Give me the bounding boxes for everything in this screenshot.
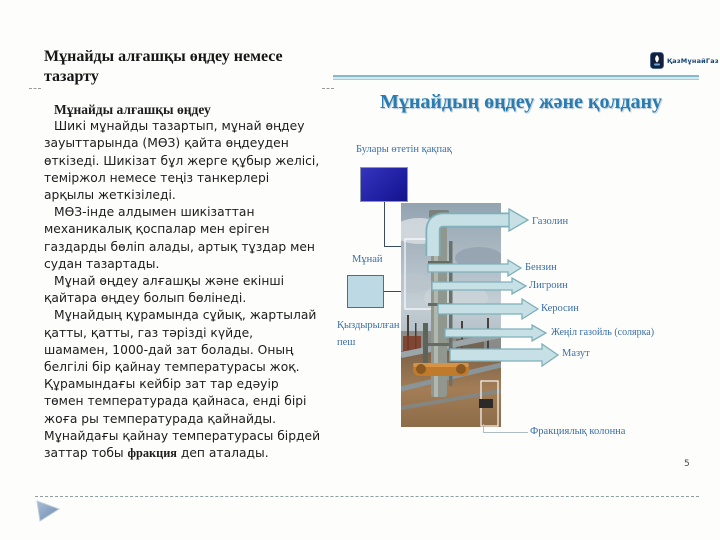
- term-fraction: фракция: [127, 446, 177, 461]
- oil-feed-box: [347, 275, 384, 308]
- body-paragraph: Шикі мұнайды тазартып, мұнай өңдеу зауыттарында (МӨЗ) қайта өңдеуден өткізеді. Шикізат бұл жерге құбыр желісі, теміржол немесе теңіз танкерлері арқылы жеткізіледі.: [44, 119, 320, 203]
- label-mazut: Мазут: [562, 348, 590, 359]
- vapor-cap-box: [360, 167, 408, 202]
- footer-triangle-decoration: [36, 500, 61, 523]
- connector-line: [384, 202, 385, 247]
- page-number: 5: [684, 459, 690, 469]
- body-paragraph: МӨЗ-інде алдымен шикізаттан механикалық қоспалар мен еріген газдарды бөліп алады, артық тұздар мен судан тазартады.: [44, 205, 315, 271]
- header-divider-line: [333, 75, 699, 80]
- template-crop-mark: [29, 88, 41, 89]
- footer-dashed-line: [35, 496, 699, 497]
- label-gasoline: Газолин: [532, 216, 569, 227]
- label-benzine: Бензин: [525, 262, 557, 273]
- label-vapor-cap: Булары өтетін қақпақ: [356, 144, 452, 155]
- label-light-gasoil: Жеңіл газойль (солярка): [551, 327, 655, 338]
- company-logo-text: ҚазМұнайГаз: [667, 56, 719, 65]
- label-fractionating-column: Фракциялық колонна: [530, 426, 626, 437]
- distillation-arrows: [400, 200, 700, 440]
- slide-body-text: [44, 101, 321, 462]
- body-paragraph: Мұнай өңдеу алғашқы және екінші қайтара өңдеу болып бөлінеді.: [44, 274, 285, 306]
- body-paragraph: Мұнайдың құрамында сұйық, жартылай қатты, қатты, газ тәрізді күйде, шамамен, 1000-дай зат болады. Оның белгілі бір қайнау температурасы жоқ. Құрамындағы кейбір зат тар едәуір төмен температурада қайнаса, енді бірі жоға ры температурада қайнайды. Мұнайдағы қайнау температурасы бірдей заттар тобы фракция деп аталады.: [44, 308, 321, 461]
- template-crop-mark: [322, 88, 334, 89]
- company-logo-icon: [650, 52, 664, 69]
- label-kerosene: Керосин: [541, 303, 579, 314]
- label-ligroin: Лигроин: [529, 280, 568, 291]
- diagram-title: Мұнайдың өңдеу және қолдану: [379, 91, 663, 113]
- body-heading: Мұнайды алғашқы өңдеу: [54, 102, 211, 117]
- slide-title: Мұнайды алғашқы өңдеу немесе тазарту: [44, 48, 283, 85]
- company-logo: [650, 52, 719, 69]
- connector-line: [483, 432, 528, 433]
- label-oil: Мұнай: [352, 254, 383, 265]
- label-heated-furnace: Қыздырылған пеш: [337, 320, 400, 348]
